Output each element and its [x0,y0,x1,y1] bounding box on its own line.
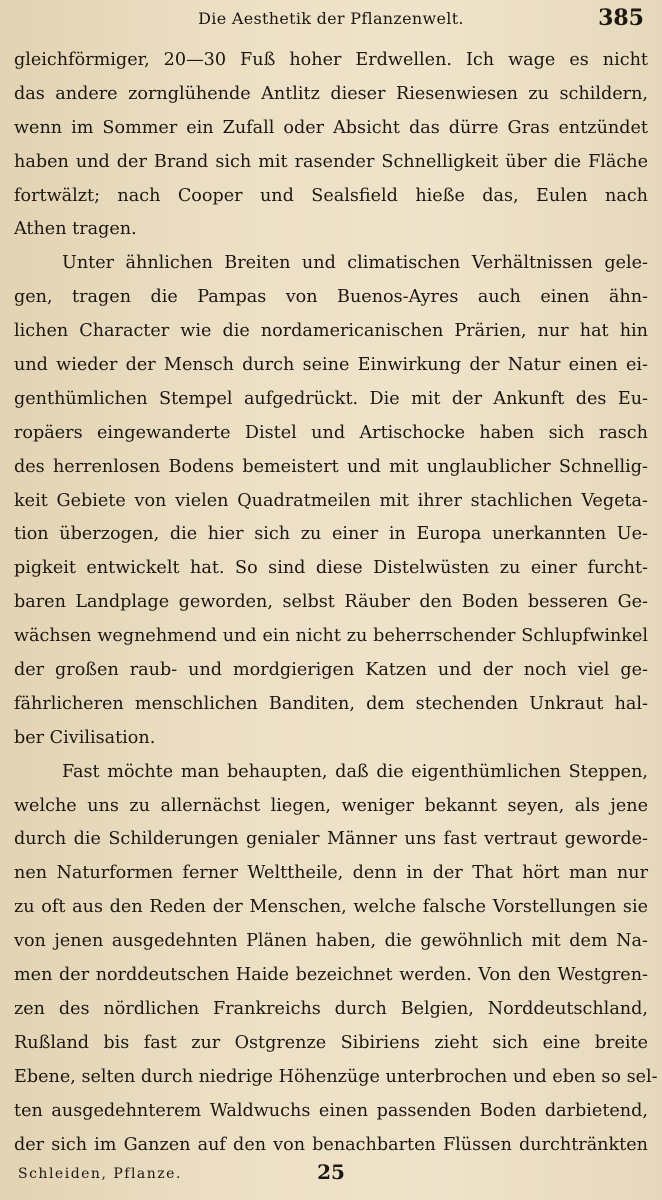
sheet-number: 25 [317,1160,345,1184]
text-line: welche uns zu allernächst liegen, weniger bekannt seyen, als jene [14,795,648,816]
text-line: haben und der Brand sich mit rasender Schnelligkeit über die Fläche [14,151,648,172]
text-line: Rußland bis fast zur Ostgrenze Sibiriens zieht sich eine breite [14,1032,648,1053]
signature-mark: Schleiden, Pflanze. [18,1166,182,1182]
text-line: genthümlichen Stempel aufgedrückt. Die mit der Ankunft des Eu- [14,388,648,409]
text-line: baren Landplage geworden, selbst Räuber den Boden besseren Ge- [14,592,648,613]
text-line: der sich im Ganzen auf den von benachbarten Flüssen durchtränkten [14,1134,648,1155]
text-line: keit Gebiete von vielen Quadratmeilen mit ihrer stachlichen Vegeta- [14,490,648,511]
text-line: zen des nördlichen Frankreichs durch Belgien, Norddeutschland, [14,998,648,1019]
text-line: wächsen wegnehmend und ein nicht zu beherrschender Schlupfwinkel [14,626,648,647]
text-line: ten ausgedehnterem Waldwuchs einen passenden Boden darbietend, [14,1100,648,1121]
text-line: men der norddeutschen Haide bezeichnet werden. Von den Westgren- [14,965,648,986]
page-footer [14,1160,648,1192]
text-line: der großen raub- und mordgierigen Katzen und der noch viel ge- [14,660,648,681]
text-line: und wieder der Mensch durch seine Einwirkung der Natur einen ei- [14,355,648,376]
text-line: fährlicheren menschlichen Banditen, dem stechenden Unkraut hal- [14,693,648,714]
text-line: durch die Schilderungen genialer Männer uns fast vertraut geworde- [14,829,648,850]
text-line: Fast möchte man behaupten, daß die eigenthümlichen Steppen, [62,761,648,782]
text-line: Athen tragen. [14,219,137,240]
text-line: Ebene, selten durch niedrige Höhenzüge unterbrochen und eben so sel- [14,1066,658,1087]
text-line: Unter ähnlichen Breiten und climatischen Verhältnissen gele- [62,253,648,274]
text-line: pigkeit entwickelt hat. So sind diese Distelwüsten zu einer furcht- [14,558,648,579]
text-line: gleichförmiger, 20—30 Fuß hoher Erdwellen. Ich wage es nicht [14,50,648,70]
text-line: von jenen ausgedehnten Plänen haben, die gewöhnlich mit dem Na- [14,931,648,952]
text-line: nen Naturformen ferner Welttheile, denn in der That hört man nur [14,863,648,884]
text-line: wenn im Sommer ein Zufall oder Absicht das dürre Gras entzündet [14,117,648,138]
text-line: lichen Character wie die nordamericanischen Prärien, nur hat hin [14,321,648,342]
text-line: ropäers eingewanderte Distel und Artischocke haben sich rasch [14,422,648,443]
text-line: ber Civilisation. [14,727,156,748]
text-line: tion überzogen, die hier sich zu einer in Europa unerkannten Ue- [14,524,648,545]
text-line: fortwälzt; nach Cooper und Sealsfield hieße das, Eulen nach [14,185,648,206]
text-line: das andere zornglühende Antlitz dieser Riesenwiesen zu schildern, [14,83,648,104]
text-line: zu oft aus den Reden der Menschen, welche falsche Vorstellungen sie [14,897,648,918]
page-number: 385 [598,5,644,31]
running-head: Die Aesthetik der Pflanzenwelt. [198,9,464,28]
text-line: gen, tragen die Pampas von Buenos-Ayres auch einen ähn- [14,287,648,308]
page-header [14,0,648,44]
text-line: des herrenlosen Bodens bemeistert und mit unglaublicher Schnellig- [14,456,648,477]
page-body [14,44,658,1162]
